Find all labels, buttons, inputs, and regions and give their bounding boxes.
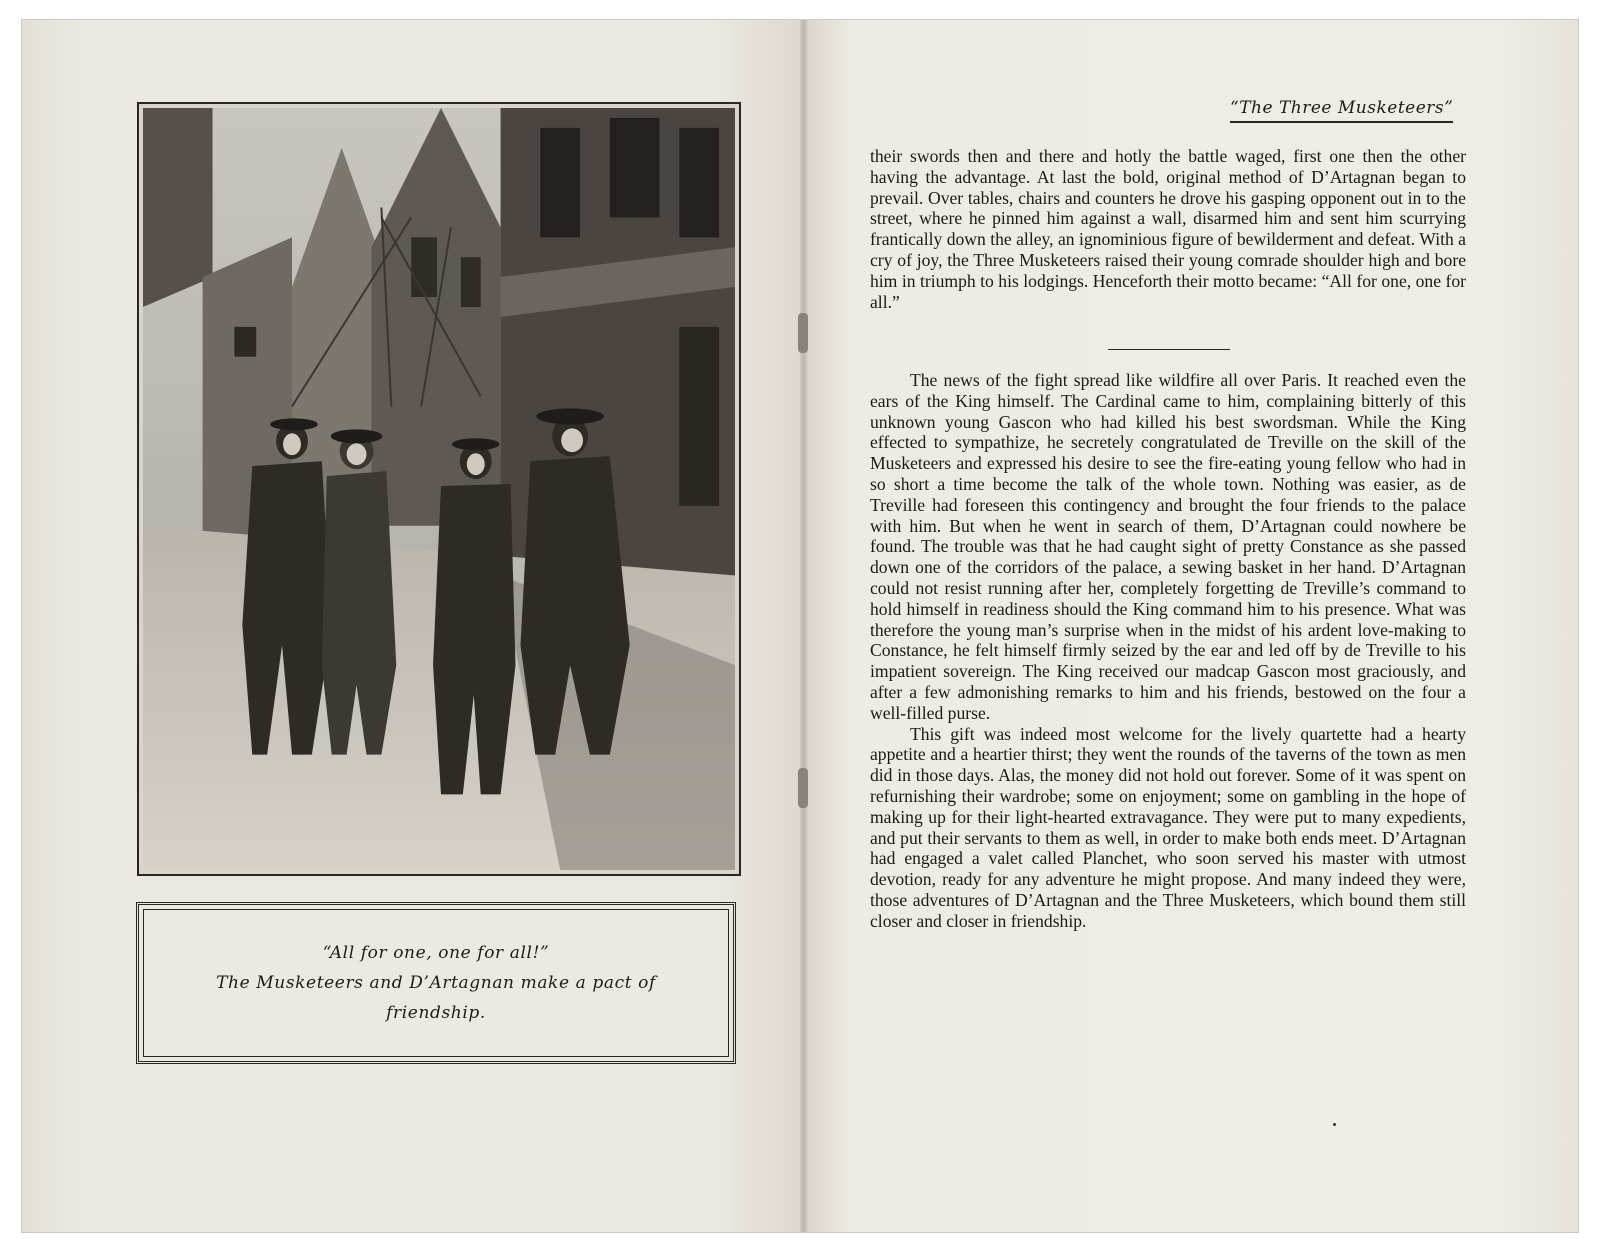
paragraph-2: The news of the fight spread like wildfire all over Paris. It reached even the ears of the King himself. The Cardinal came to him, complaining bitterly of this unknown young Gascon who had killed his best swordsman. While the King effected to sympathize, he secretely congratulated de Treville on the skill of the Musketeers and expressed his desire to see the fire-eating young fellow who had in so short a time become the talk of the whole town. Nothing was easier, as de Treville had foreseen this contingency and brought the four friends to the palace with him. But when he went in search of them, D’Artagnan could nowhere be found. The trouble was that he had caught sight of pretty Constance as she passed down one of the corridors of the palace, a sewing basket in her hand. D’Artagnan could not resist running after her, completely forgetting de Treville’s command to hold himself in readiness should the King command him to his presence. What was therefore the young man’s surprise when in the midst of his ardent love-making to Constance, he felt himself firmly seized by the ear and led off by de Treville to his impatient sovereign. The King received our madcap Gascon most graciously, and after a few admonishing remarks to him and his friends, bestowed on the four a well-filled purse. bbox=[870, 370, 1466, 723]
section-divider bbox=[1108, 349, 1230, 350]
caption-line-3: friendship. bbox=[386, 1003, 486, 1023]
musketeers-photo-illustration bbox=[143, 108, 735, 870]
page-speck bbox=[1333, 1123, 1336, 1126]
paragraph-1: their swords then and there and hotly the battle waged, first one then the other having the advantage. At last the bold, original method of D’Artagnan began to prevail. Over tables, chairs and counters he drove his gasping opponent out in to the street, where he pinned him against a wall, disarmed him and sent him scurrying frantically down the alley, an ignominious figure of bewilderment and defeat. With a cry of joy, the Three Musketeers raised their young comrade shoulder high and bore him in triumph to his lodgings. Henceforth their motto became: “All for one, one for all.” bbox=[870, 146, 1466, 312]
body-text-bottom bbox=[870, 370, 1466, 932]
photo-caption-box bbox=[136, 902, 736, 1064]
caption-line-2: The Musketeers and D’Artagnan make a pact of bbox=[216, 973, 656, 993]
musketeers-photo bbox=[137, 102, 741, 876]
book-spread bbox=[22, 20, 1578, 1232]
photo-caption bbox=[201, 938, 671, 1028]
staple bbox=[798, 768, 808, 808]
body-text-top bbox=[870, 146, 1466, 312]
book-gutter bbox=[800, 20, 808, 1232]
running-head: “The Three Musketeers” bbox=[1230, 98, 1453, 123]
paragraph-3: This gift was indeed most welcome for the lively quartette had a hearty appetite and a heartier thirst; they went the rounds of the taverns of the town as men did in those days. Alas, the money did not hold out forever. Some of it was spent on refurnishing their wardrobe; some on enjoyment; some on gambling in the hope of making up for their light-hearted extravagance. They were put to many expedients, and put their servants to them as well, in order to make both ends meet. D’Artagnan had engaged a valet called Planchet, who soon served his master with utmost devotion, ready for any adventure he might propose. And many indeed they were, those adventures of D’Artagnan and the Three Musketeers, which bound them still closer and closer in friendship. bbox=[870, 723, 1466, 931]
staple bbox=[798, 313, 808, 353]
caption-line-1: “All for one, one for all!” bbox=[322, 943, 550, 963]
